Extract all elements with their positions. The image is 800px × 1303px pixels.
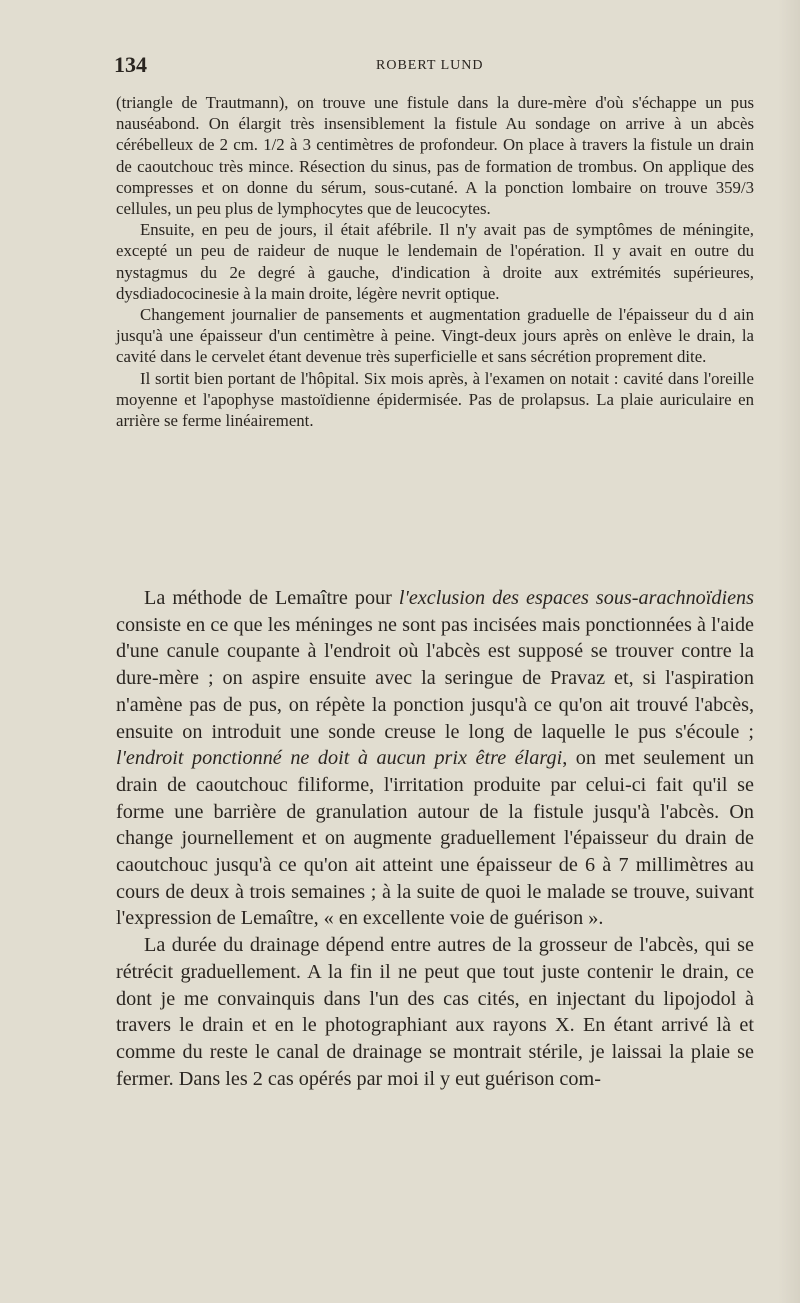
running-head: ROBERT LUND: [376, 58, 484, 73]
text-run: La méthode de Lemaître pour: [144, 587, 399, 609]
text-run: , on met seulement un drain de caoutchouc filiforme, l'irritation produite par celui-ci fait qu'il se forme une barrière de granulation autour de la fistule jusqu'à l'abcès. On change journellement et on augmente graduellement l'épaisseur du drain de caoutchouc jusqu'à ce qu'on ait atteint une épaisseur de 6 à 7 millimètres au cours de deux à trois semaines ; à la suite de quoi le malade se trouve, suivant l'expression de Lemaître, « en excellente voie de guérison ».: [116, 747, 754, 930]
case-paragraph: (triangle de Trautmann), on trouve une fistule dans la dure-mère d'où s'échappe un pus nauséabond. On élargit très insensiblement la fistule Au sondage on arrive à un abcès cérébelleux de 2 cm. 1/2 à 3 centimètres de profondeur. On place à travers la fistule un drain de caoutchouc très mince. Résection du sinus, pas de formation de trombus. On applique des compresses et on donne du sérum, sous-cutané. A la ponction lombaire on trouve 359/3 cellules, un peu plus de lymphocytes que de leucocytes.: [116, 93, 754, 219]
page-number: 134: [114, 52, 147, 77]
body-paragraph: La durée du drainage dépend entre autres de la grosseur de l'abcès, qui se rétrécit graduellement. A la fin il ne peut que tout juste contenir le drain, ce dont je me convainquis dans l'un des cas cités, en injectant du lipojodol à travers le drain et en le photographiant aux rayons X. En étant arrivé là et comme du reste le canal de drainage se montrait stérile, je laissai la plaie se fermer. Dans les 2 cas opérés par moi il y eut guérison com-: [116, 934, 754, 1090]
case-paragraph: Changement journalier de pansements et augmentation graduelle de l'épaisseur du d ain jusqu'à une épaisseur d'un centimètre à peine. Vingt-deux jours après on enlève le drain, la cavité dans le cervelet étant devenue très superficielle et sans sécrétion proprement dite.: [116, 305, 754, 367]
main-text-block: [116, 585, 754, 1092]
body-paragraph: [116, 585, 754, 932]
page-header: [114, 52, 754, 82]
case-paragraph: Ensuite, en peu de jours, il était afébrile. Il n'y avait pas de symptômes de méningite, excepté un peu de raideur de nuque le lendemain de l'opération. Il y avait en outre du nystagmus du 2e degré à gauche, d'indication à droite aux extrémités supérieures, dysdiadococinesie à la main droite, légère nevrit optique.: [116, 220, 754, 303]
text-run: consiste en ce que les méninges ne sont pas incisées mais ponctionnées à l'aide d'une canule coupante à l'endroit où l'abcès est supposé se trouver contre la dure-mère ; on aspire ensuite avec la seringue de Pravaz et, si l'aspiration n'amène pas de pus, on répète la ponction jusqu'à ce qu'on ait trouvé l'abcès, ensuite on introduit une sonde creuse le long de laquelle le pus s'écoule ;: [116, 613, 754, 743]
italic-text: l'exclusion des espaces sous-arachnoïdiens: [398, 587, 754, 609]
case-paragraph: Il sortit bien portant de l'hôpital. Six mois après, à l'examen on notait : cavité dans l'oreille moyenne et l'apophyse mastoïdienne épidermisée. Pas de prolapsus. La plaie auriculaire en arrière se ferme linéairement.: [116, 368, 754, 431]
italic-text: l'endroit ponctionné ne doit à aucun prix être élargi: [116, 747, 563, 770]
case-report-block: [116, 92, 754, 431]
